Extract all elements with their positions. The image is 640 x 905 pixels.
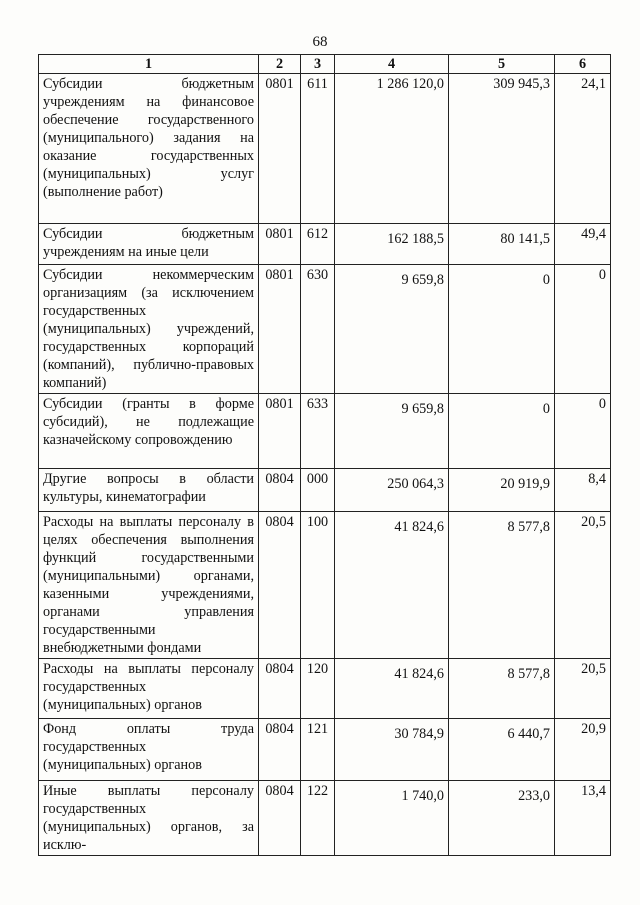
row-section-code: 0801: [259, 74, 301, 224]
table-row: [39, 512, 611, 659]
table-row: [39, 659, 611, 719]
row-description: Другие вопросы в области культуры, кинематографии: [39, 469, 259, 512]
row-percent: 20,5: [555, 659, 611, 719]
row-expense-type: 612: [301, 224, 335, 265]
column-header: 4: [335, 55, 449, 74]
row-percent: 0: [555, 265, 611, 394]
row-section-code: 0801: [259, 394, 301, 469]
row-expense-type: 611: [301, 74, 335, 224]
row-fact-value: 309 945,3: [449, 74, 555, 224]
row-plan-value: 250 064,3: [335, 469, 449, 512]
row-description: Субсидии бюджетным учреждениям на финансовое обеспечение государственного (муниципального) задания на оказание государственных (муниципальных) услуг (выполнение работ): [39, 74, 259, 224]
row-section-code: 0801: [259, 224, 301, 265]
row-description: Иные выплаты персоналу государственных (муниципальных) органов, за исклю-: [39, 781, 259, 856]
row-fact-value: 0: [449, 265, 555, 394]
table-row: [39, 224, 611, 265]
table-row: [39, 265, 611, 394]
row-expense-type: 100: [301, 512, 335, 659]
table-row: [39, 74, 611, 224]
column-header: 3: [301, 55, 335, 74]
row-plan-value: 1 286 120,0: [335, 74, 449, 224]
row-percent: 24,1: [555, 74, 611, 224]
row-fact-value: 0: [449, 394, 555, 469]
row-percent: 0: [555, 394, 611, 469]
row-fact-value: 80 141,5: [449, 224, 555, 265]
row-description: Фонд оплаты труда государственных (муниципальных) органов: [39, 719, 259, 781]
row-section-code: 0804: [259, 512, 301, 659]
row-fact-value: 233,0: [449, 781, 555, 856]
budget-table: [38, 54, 611, 856]
row-description: Расходы на выплаты персоналу в целях обеспечения выполнения функций государственными (муниципальными) органами, казенными учреждениями, органами управления государственными внебюджетными фондами: [39, 512, 259, 659]
row-description: Субсидии (гранты в форме субсидий), не подлежащие казначейскому сопровождению: [39, 394, 259, 469]
row-section-code: 0801: [259, 265, 301, 394]
table-row: [39, 394, 611, 469]
row-percent: 8,4: [555, 469, 611, 512]
column-header: 1: [39, 55, 259, 74]
row-fact-value: 8 577,8: [449, 659, 555, 719]
row-percent: 13,4: [555, 781, 611, 856]
row-expense-type: 633: [301, 394, 335, 469]
page-number: 68: [312, 34, 328, 50]
row-plan-value: 9 659,8: [335, 265, 449, 394]
row-fact-value: 20 919,9: [449, 469, 555, 512]
table-row: [39, 469, 611, 512]
row-percent: 20,9: [555, 719, 611, 781]
row-plan-value: 41 824,6: [335, 512, 449, 659]
column-header: 6: [555, 55, 611, 74]
row-fact-value: 8 577,8: [449, 512, 555, 659]
row-plan-value: 41 824,6: [335, 659, 449, 719]
row-expense-type: 120: [301, 659, 335, 719]
row-section-code: 0804: [259, 719, 301, 781]
row-section-code: 0804: [259, 659, 301, 719]
row-expense-type: 000: [301, 469, 335, 512]
column-header: 2: [259, 55, 301, 74]
row-plan-value: 1 740,0: [335, 781, 449, 856]
row-expense-type: 121: [301, 719, 335, 781]
row-description: Субсидии бюджетным учреждениям на иные цели: [39, 224, 259, 265]
row-plan-value: 9 659,8: [335, 394, 449, 469]
row-description: Субсидии некоммерческим организациям (за исключением государственных (муниципальных) учреждений, государственных корпораций (компаний), публично-правовых компаний): [39, 265, 259, 394]
row-expense-type: 122: [301, 781, 335, 856]
row-plan-value: 30 784,9: [335, 719, 449, 781]
row-section-code: 0804: [259, 781, 301, 856]
row-section-code: 0804: [259, 469, 301, 512]
row-description: Расходы на выплаты персоналу государственных (муниципальных) органов: [39, 659, 259, 719]
column-header: 5: [449, 55, 555, 74]
row-percent: 49,4: [555, 224, 611, 265]
row-expense-type: 630: [301, 265, 335, 394]
table-row: [39, 781, 611, 856]
table-header-row: [39, 55, 611, 74]
row-percent: 20,5: [555, 512, 611, 659]
row-fact-value: 6 440,7: [449, 719, 555, 781]
table-row: [39, 719, 611, 781]
row-plan-value: 162 188,5: [335, 224, 449, 265]
